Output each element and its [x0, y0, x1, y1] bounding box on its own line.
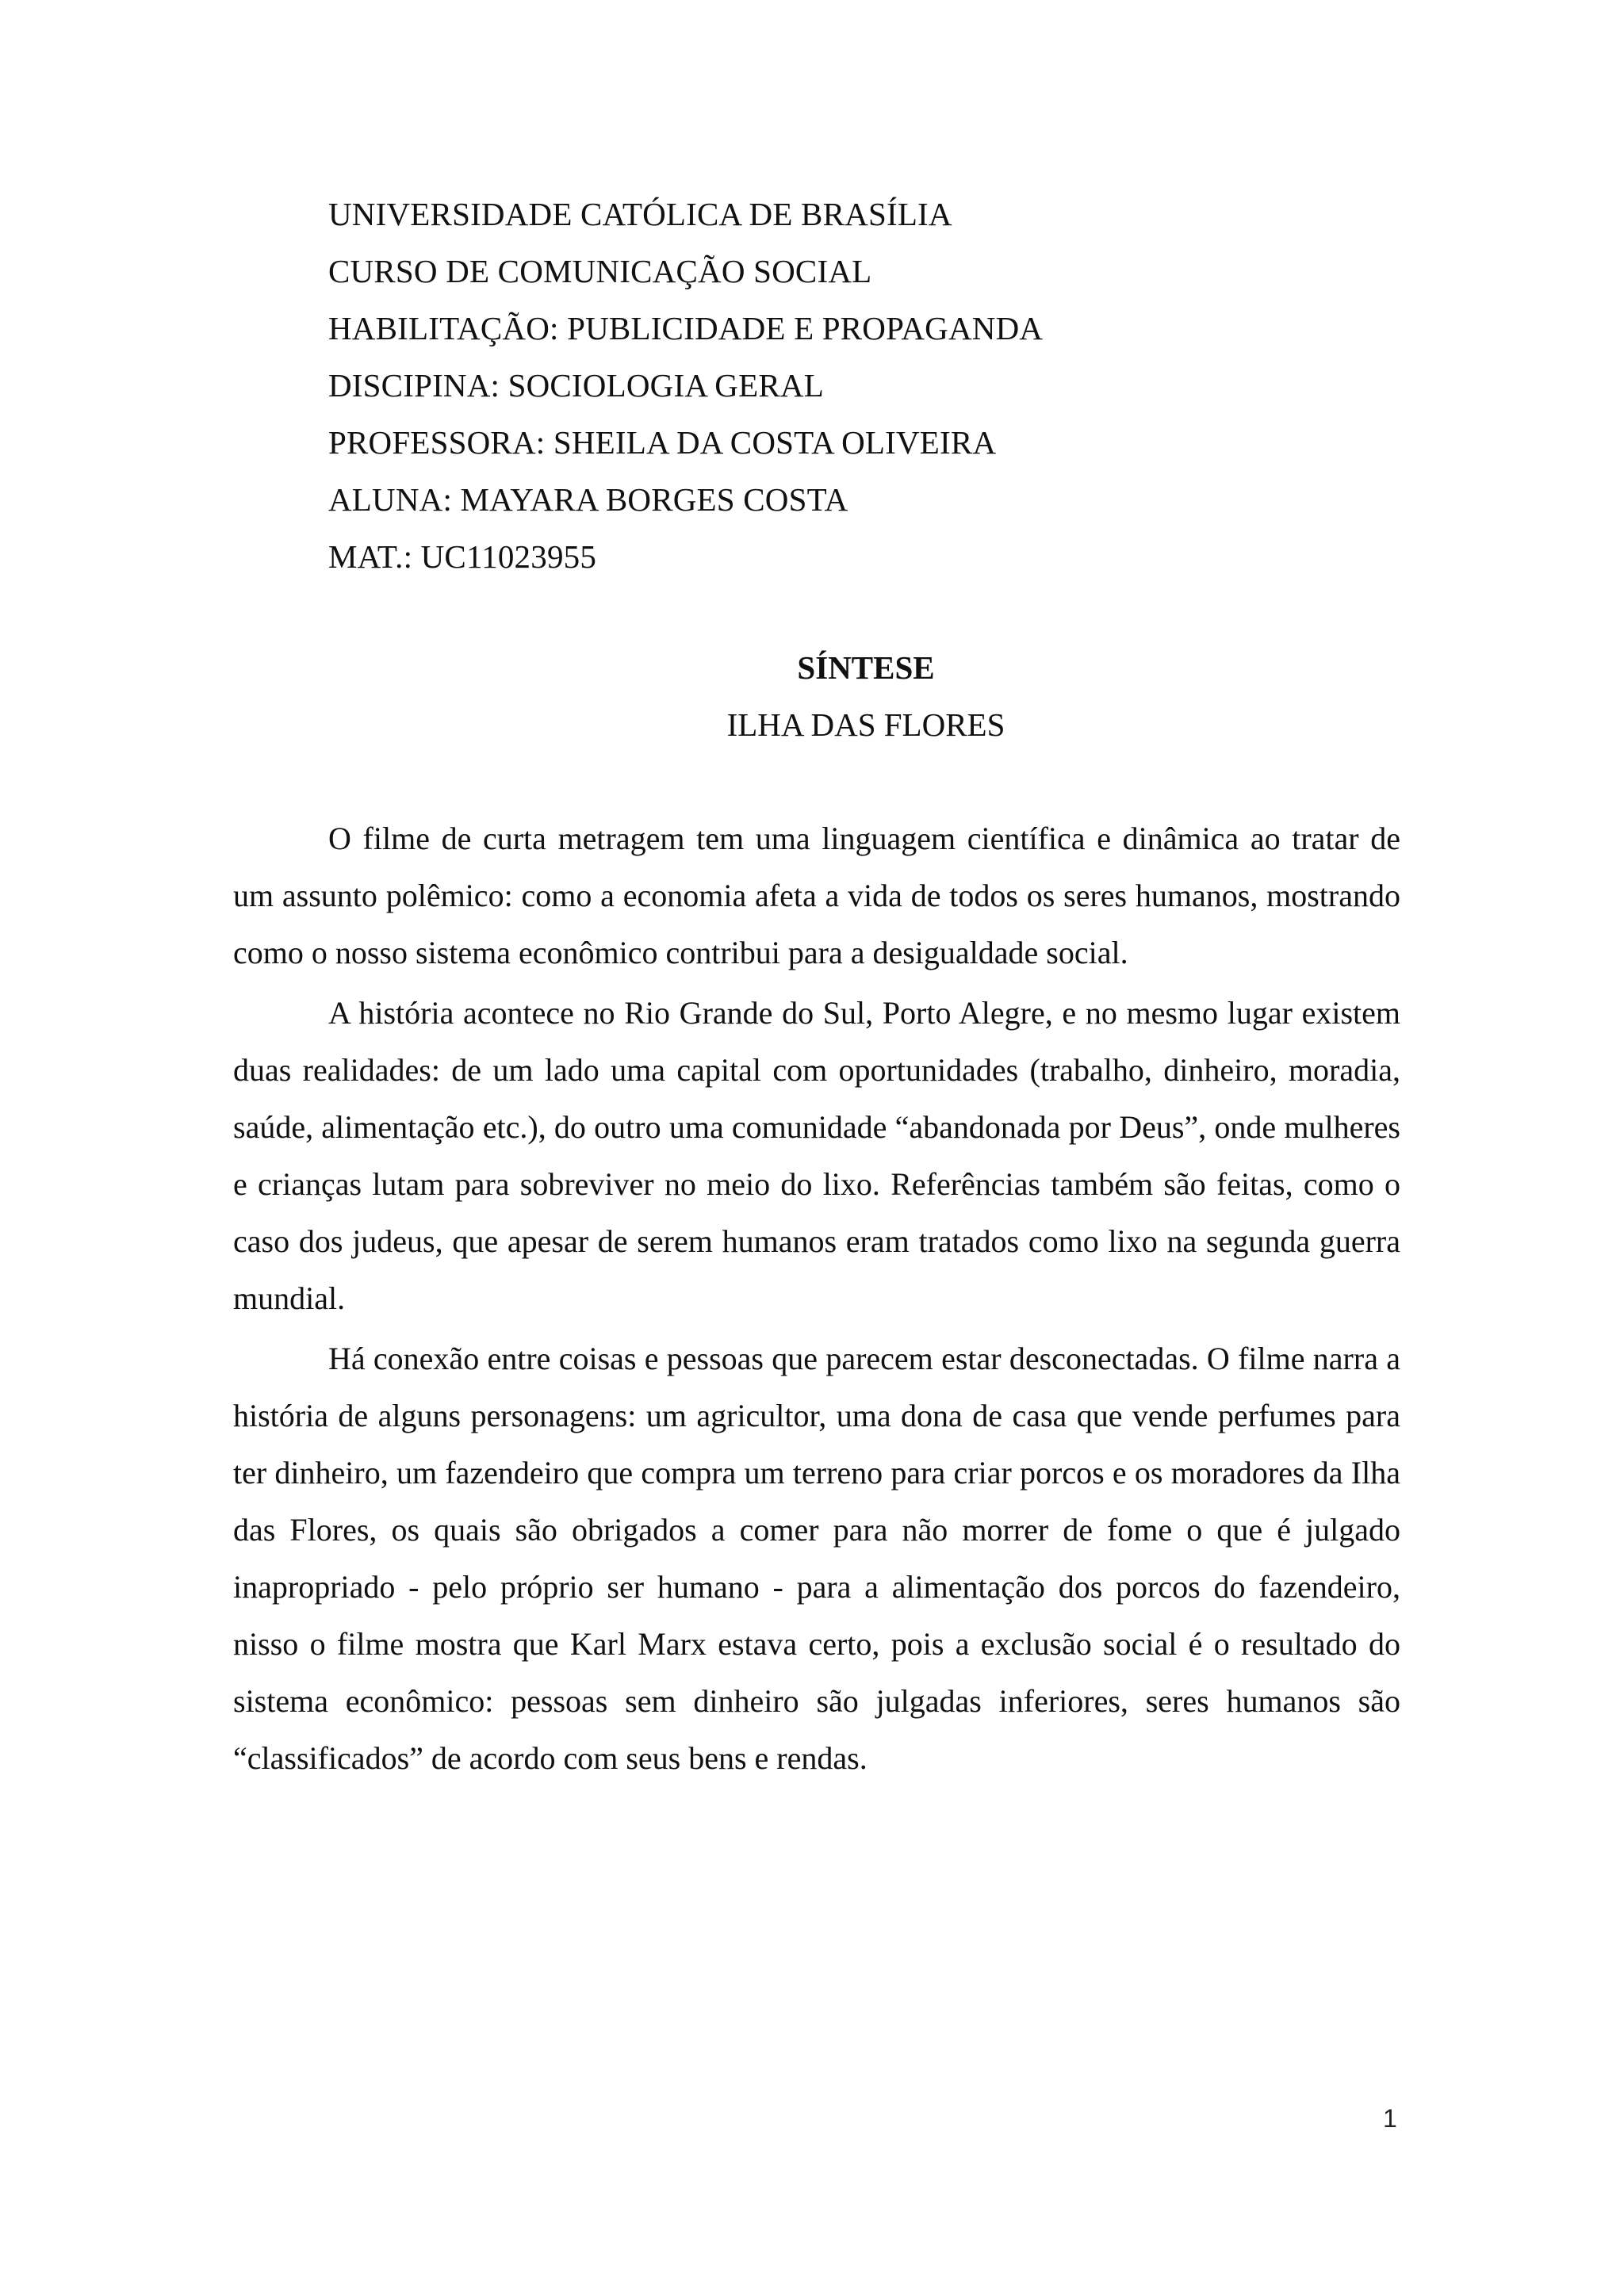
document-title: SÍNTESE: [797, 649, 935, 686]
paragraph-2: A história acontece no Rio Grande do Sul, Porto Alegre, e no mesmo lugar existem duas realidades: de um lado uma capital com oportunidades (trabalho, dinheiro, moradia, saúde, alimentação etc.), do outro uma comunidade “abandonada por Deus”, onde mulheres e crianças lutam para sobreviver no meio do lixo. Referências também são feitas, como o caso dos judeus, que apesar de serem humanos eram tratados como lixo na segunda guerra mundial.: [233, 995, 1400, 1316]
document-subtitle: ILHA DAS FLORES: [726, 706, 1005, 743]
header-registration: MAT.: UC11023955: [328, 538, 597, 575]
page-number: 1: [1383, 2104, 1397, 2133]
header-course: CURSO DE COMUNICAÇÃO SOCIAL: [328, 253, 872, 289]
document-body: [233, 810, 1400, 1790]
header-discipline: DISCIPINA: SOCIOLOGIA GERAL: [328, 367, 824, 404]
paragraph-1: O filme de curta metragem tem uma linguagem científica e dinâmica ao tratar de um assunto polêmico: como a economia afeta a vida de todos os seres humanos, mostrando como o nosso sistema econômico contribui para a desigualdade social.: [233, 821, 1400, 970]
header-qualification: HABILITAÇÃO: PUBLICIDADE E PROPAGANDA: [328, 310, 1044, 346]
header-university: UNIVERSIDADE CATÓLICA DE BRASÍLIA: [328, 196, 952, 232]
header-professor: PROFESSORA: SHEILA DA COSTA OLIVEIRA: [328, 424, 997, 461]
paragraph-3: Há conexão entre coisas e pessoas que parecem estar desconectadas. O filme narra a história de alguns personagens: um agricultor, uma dona de casa que vende perfumes para ter dinheiro, um fazendeiro que compra um terreno para criar porcos e os moradores da Ilha das Flores, os quais são obrigados a comer para não morrer de fome o que é julgado inapropriado - pelo próprio ser humano - para a alimentação dos porcos do fazendeiro, nisso o filme mostra que Karl Marx estava certo, pois a exclusão social é o resultado do sistema econômico: pessoas sem dinheiro são julgadas inferiores, seres humanos são “classificados” de acordo com seus bens e rendas.: [233, 1341, 1400, 1776]
document-header: [328, 186, 1438, 585]
header-student: ALUNA: MAYARA BORGES COSTA: [328, 481, 848, 518]
